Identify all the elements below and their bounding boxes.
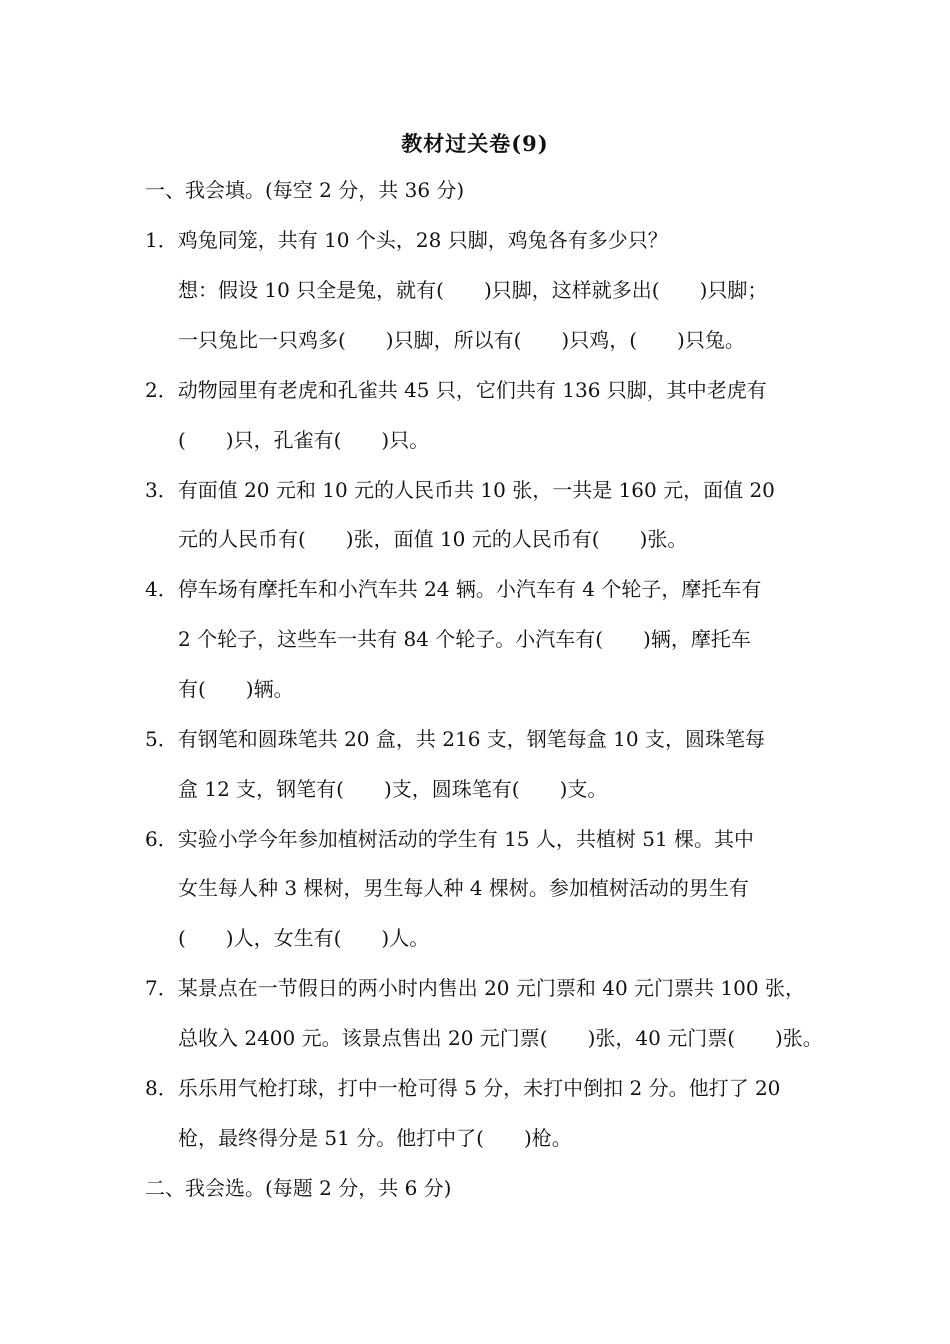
question-2-line-1: 2．动物园里有老虎和孔雀共 45 只，它们共有 136 只脚，其中老虎有 — [145, 378, 767, 402]
section-heading-fill: 一、我会填。(每空 2 分，共 36 分) — [145, 178, 465, 202]
question-8-line-2: 枪，最终得分是 51 分。他打中了( )枪。 — [178, 1126, 572, 1150]
question-8-line-1: 8．乐乐用气枪打球，打中一枪可得 5 分，未打中倒扣 2 分。他打了 20 — [145, 1076, 781, 1100]
question-5-line-1: 5．有钢笔和圆珠笔共 20 盒，共 216 支，钢笔每盒 10 支，圆珠笔每 — [145, 727, 765, 751]
question-4-line-1: 4．停车场有摩托车和小汽车共 24 辆。小汽车有 4 个轮子，摩托车有 — [145, 577, 762, 601]
question-7-line-1: 7．某景点在一节假日的两小时内售出 20 元门票和 40 元门票共 100 张， — [145, 976, 805, 1000]
question-1-line-1: 1．鸡兔同笼，共有 10 个头，28 只脚，鸡兔各有多少只？ — [145, 228, 668, 252]
question-4-line-2: 2 个轮子，这些车一共有 84 个轮子。小汽车有( )辆，摩托车 — [178, 627, 751, 651]
question-3-line-2: 元的人民币有( )张，面值 10 元的人民币有( )张。 — [178, 527, 688, 551]
question-2-line-2: ( )只，孔雀有( )只。 — [178, 428, 430, 452]
question-6-line-1: 6．实验小学今年参加植树活动的学生有 15 人，共植树 51 棵。其中 — [145, 827, 755, 851]
section-heading-choice: 二、我会选。(每题 2 分，共 6 分) — [145, 1176, 452, 1200]
question-3-line-1: 3．有面值 20 元和 10 元的人民币共 10 张，一共是 160 元，面值 20 — [145, 478, 775, 502]
question-5-line-2: 盒 12 支，钢笔有( )支，圆珠笔有( )支。 — [178, 777, 608, 801]
question-1-line-3: 一只兔比一只鸡多( )只脚，所以有( )只鸡，( )只兔。 — [178, 328, 745, 352]
page-title: 教材过关卷(9) — [401, 131, 549, 156]
question-4-line-3: 有( )辆。 — [178, 677, 294, 701]
question-1-line-2: 想：假设 10 只全是兔，就有( )只脚，这样就多出( )只脚； — [178, 278, 768, 302]
question-6-line-2: 女生每人种 3 棵树，男生每人种 4 棵树。参加植树活动的男生有 — [178, 876, 749, 900]
question-6-line-3: ( )人，女生有( )人。 — [178, 926, 430, 950]
question-7-line-2: 总收入 2400 元。该景点售出 20 元门票( )张，40 元门票( )张。 — [178, 1026, 823, 1050]
